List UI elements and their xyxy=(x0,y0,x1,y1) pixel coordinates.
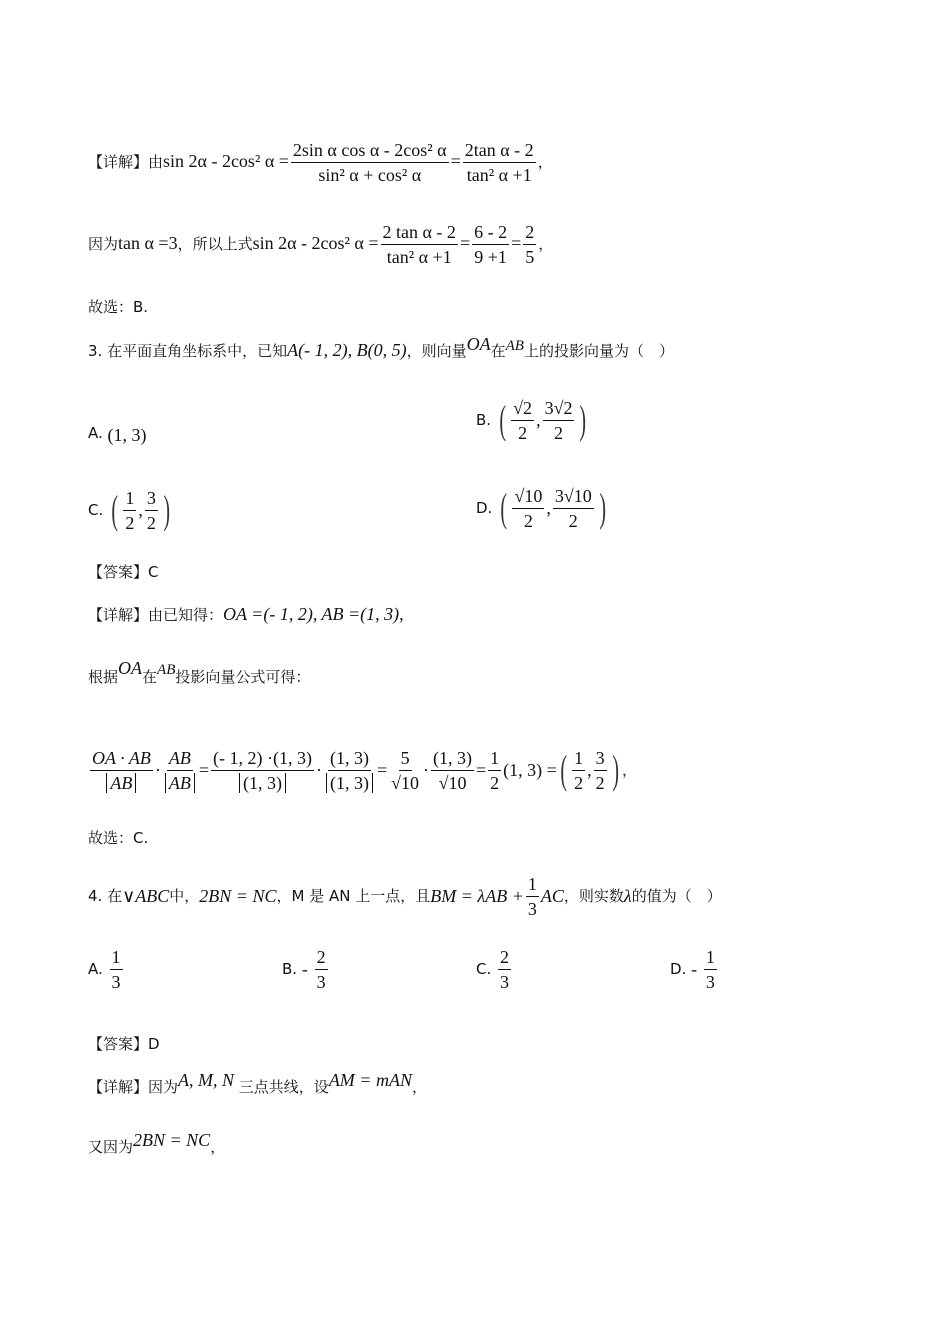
solution-line-1: 【详解】由sin 2α - 2cos² α = $\frac{\text{2sin α cos α - 2cos² α}}{\text{sin² α + cos² α}}$ = $\frac{\text{2tan α - 2}}{\text{tan² α +1}}$ ， xyxy=(88,140,553,185)
solution-tag: 【详解】由 xyxy=(88,153,164,171)
solution-line-2: 因为tan α =3，所以上式sin 2α - 2cos² α = $\frac{\text{2 tan α - 2}}{\text{tan² α +1}}$ = $\frac{6 - 2}{9 +1}$ = $\frac{2}{5}$ ， xyxy=(88,222,554,267)
q4-option-c: C. $\frac{2}{3}$ xyxy=(476,946,510,992)
projection-calculation: $\frac{OA \cdot AB}{AB}$ · $\frac{AB}{AB}$ = $\frac{(- 1, 2) \cdot(1, 3)}{(1, 3)}$ · $\frac{(1, 3)}{(1, 3)}$ = $\frac{5}{√10}$ · $\frac{(1, 3)}{√10}$ = $\frac{1}{2}$ (1, 3) = ( $\frac{1}{2}$ , $\frac{3}{2}$ ) ， xyxy=(92,747,637,793)
answer-label: 【答案】C xyxy=(88,563,159,581)
answer-choice-line-2: 故选：C. xyxy=(88,829,149,847)
option-c: C. ( $\frac{1}{2}$ , $\frac{3}{2}$ ) xyxy=(88,487,170,533)
option-b: B. ( $\frac{√2}{2}$ , $\frac{3√2}{2}$ ) xyxy=(476,397,587,443)
q4-option-b: B. - $\frac{2}{3}$ xyxy=(282,946,326,992)
solution-q3: 【详解】由已知得：OA =(- 1, 2), AB =(1, 3), xyxy=(88,604,404,624)
fraction: $\frac{\text{2sin α cos α - 2cos² α}}{\text{sin² α + cos² α}}$ xyxy=(292,140,447,185)
fraction: $\frac{\text{2 tan α - 2}}{\text{tan² α +1}}$ xyxy=(382,222,456,267)
points-expression: A(- 1, 2), B(0, 5) xyxy=(287,340,407,360)
question-4: 4. 在 ∨ABC 中， 2BN = NC ， M 是 AN 上一点，且 BM = λAB + $\frac{1}{3}$ AC ，则实数 λ 的值为（ ） xyxy=(88,873,722,919)
solution-q3-line2: 根据OA在AB投影向量公式可得： xyxy=(88,658,311,686)
answer-choice-line: 故选：B. xyxy=(88,298,149,316)
math-condition: tan α =3 xyxy=(118,233,178,253)
question-3: 3. 在平面直角坐标系中，已知A(- 1, 2), B(0, 5)，则向量OA在AB上的投影向量为（ ） xyxy=(88,334,674,360)
math-expression: sin 2α - 2cos² α = xyxy=(252,233,379,253)
fraction: $\frac{6 - 2}{9 +1}$ xyxy=(474,222,508,267)
fraction: $\frac{\text{2tan α - 2}}{\text{tan² α +1}}$ xyxy=(464,140,534,185)
vector-oa: OA xyxy=(466,334,491,354)
q4-option-a: A. $\frac{1}{3}$ xyxy=(88,946,121,992)
math-expression: sin 2α - 2cos² α = xyxy=(163,151,289,171)
solution-q4-line2: 又因为2BN = NC， xyxy=(88,1130,226,1156)
option-d: D. ( $\frac{√10}{2}$ , $\frac{3√10}{2}$ ) xyxy=(476,485,606,531)
answer-label-q4: 【答案】D xyxy=(88,1035,160,1053)
vector-ab: AB xyxy=(505,338,524,354)
option-a: A. (1, 3) xyxy=(88,424,147,445)
q4-option-d: D. - $\frac{1}{3}$ xyxy=(670,946,715,992)
solution-q4: 【详解】因为A, M, N 三点共线，设AM = mAN， xyxy=(88,1070,427,1096)
fraction: $\frac{2}{5}$ xyxy=(525,222,535,267)
